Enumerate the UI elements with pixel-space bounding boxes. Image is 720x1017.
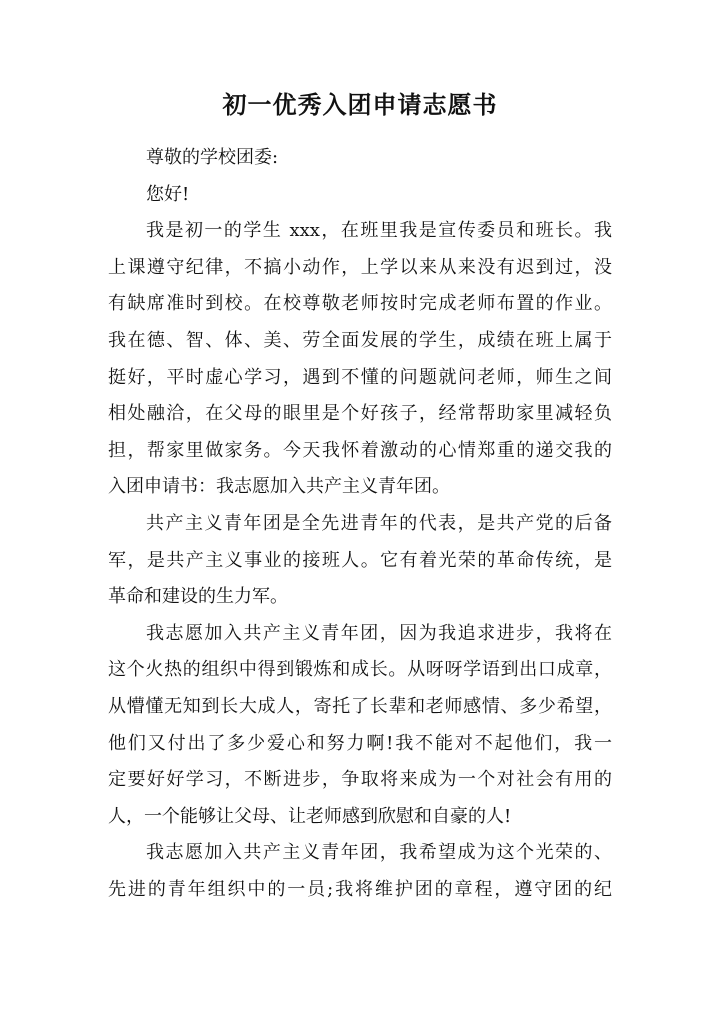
- paragraph-line: 这个火热的组织中得到锻炼和成长。从呀呀学语到出口成章，: [108, 659, 612, 681]
- document-body: [108, 140, 612, 908]
- paragraph-line: 挺好，平时虚心学习，遇到不懂的问题就问老师，师生之间: [108, 366, 612, 388]
- paragraph-line: 人，一个能够让父母、让老师感到欣慰和自豪的人!: [108, 805, 512, 827]
- paragraph-line: 入团申请书：我志愿加入共产主义青年团。: [108, 476, 450, 498]
- paragraph-line: 定要好好学习，不断进步，争取将来成为一个对社会有用的: [108, 769, 612, 791]
- paragraph-line: 军，是共产主义事业的接班人。它有着光荣的革命传统，是: [108, 549, 612, 571]
- paragraph-line: 相处融洽，在父母的眼里是个好孩子，经常帮助家里减轻负: [108, 403, 612, 425]
- paragraph-line: 有缺席准时到校。在校尊敬老师按时完成老师布置的作业。: [108, 293, 612, 315]
- paragraph-line: 我在德、智、体、美、劳全面发展的学生，成绩在班上属于: [108, 329, 612, 351]
- paragraph-line: 担，帮家里做家务。今天我怀着激动的心情郑重的递交我的: [108, 439, 612, 461]
- salutation: 尊敬的学校团委:: [146, 147, 279, 168]
- paragraph-line: 我志愿加入共产主义青年团，因为我追求进步，我将在: [146, 622, 612, 644]
- greeting: 您好!: [146, 183, 190, 205]
- paragraph-line: 我志愿加入共产主义青年团，我希望成为这个光荣的、: [146, 842, 612, 864]
- paragraph-line: 我是初一的学生 xxx，在班里我是宣传委员和班长。我: [146, 220, 612, 242]
- paragraph-line: 从懵懂无知到长大成人，寄托了长辈和老师感情、多少希望，: [108, 695, 612, 717]
- paragraph-line: 革命和建设的生力军。: [108, 586, 288, 608]
- paragraph-line: 共产主义青年团是全先进青年的代表，是共产党的后备: [146, 512, 612, 534]
- paragraph-line: 他们又付出了多少爱心和努力啊!我不能对不起他们，我一: [108, 732, 612, 754]
- document-title: 初一优秀入团申请志愿书: [222, 91, 498, 119]
- paragraph-line: 先进的青年组织中的一员;我将维护团的章程，遵守团的纪: [108, 878, 612, 900]
- paragraph-line: 上课遵守纪律，不搞小动作，上学以来从来没有迟到过，没: [108, 256, 612, 278]
